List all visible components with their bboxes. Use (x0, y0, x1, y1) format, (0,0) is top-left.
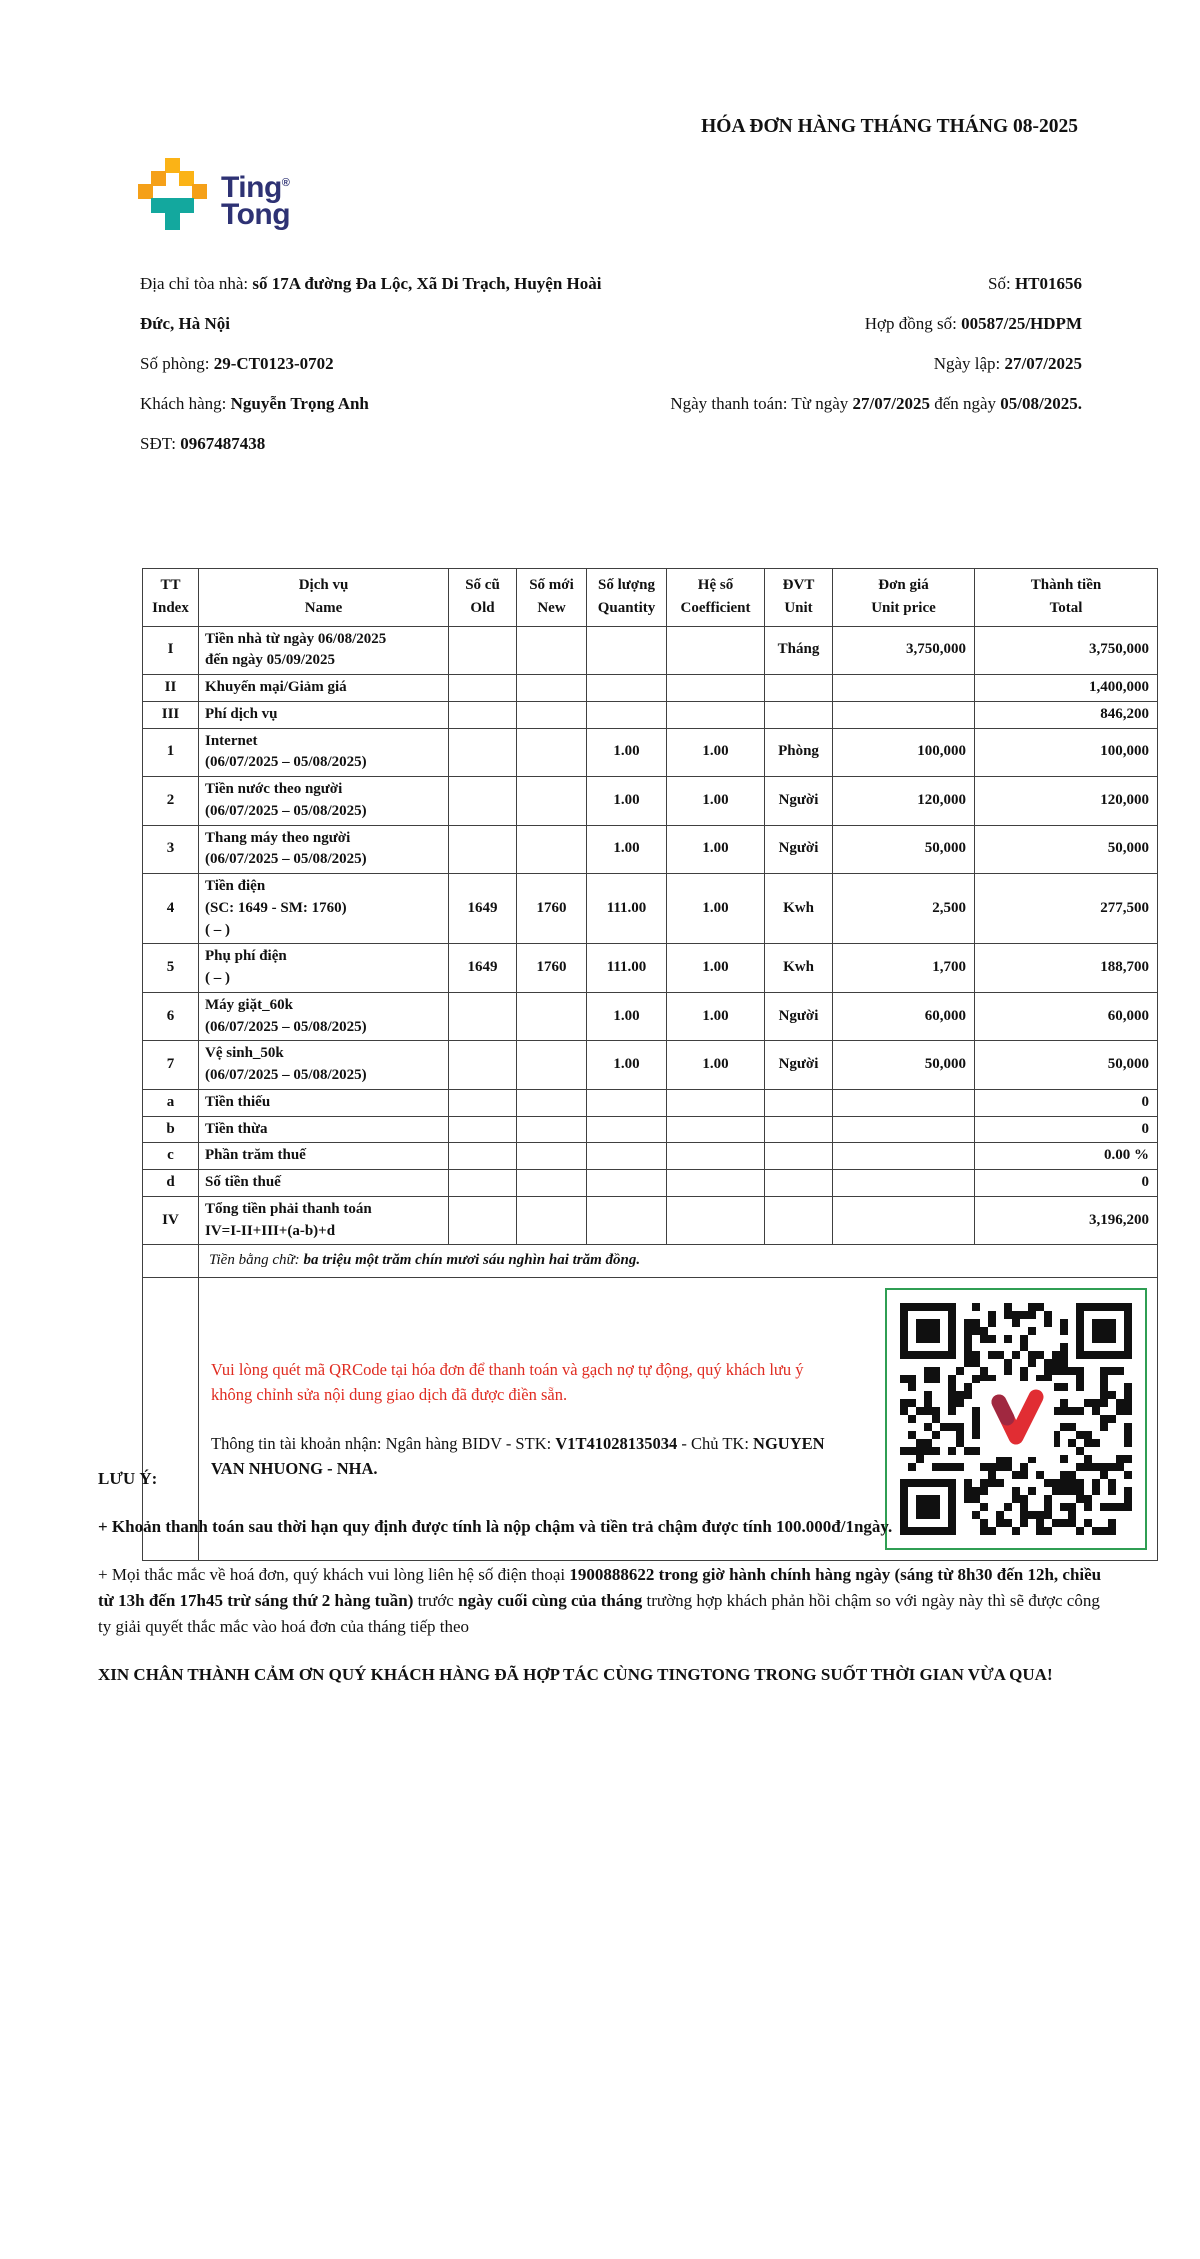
cell-total: 0.00 % (975, 1143, 1158, 1170)
col-header-8: Thành tiền Total (975, 569, 1158, 627)
info-right-line-2: Ngày lập: 27/07/2025 (933, 354, 1082, 373)
cell-new (517, 1143, 587, 1170)
cell-price: 60,000 (833, 992, 975, 1041)
info-left-line-0: Địa chỉ tòa nhà: số 17A đường Đa Lộc, Xã Di Trạch, Huyện Hoài Đức, Hà Nội (140, 274, 602, 333)
col-header-7: Đơn giá Unit price (833, 569, 975, 627)
service-name: Khuyến mại/Giảm giá (199, 675, 449, 702)
cell-total: 277,500 (975, 874, 1158, 944)
cell-unit (765, 701, 833, 728)
cell-price (833, 1089, 975, 1116)
cell-qty (587, 1196, 667, 1245)
cell-unit: Phòng (765, 728, 833, 777)
cell-price (833, 1170, 975, 1197)
cell-old (449, 777, 517, 826)
cell-old (449, 992, 517, 1041)
cell-new (517, 992, 587, 1041)
cell-qty (587, 1170, 667, 1197)
invoice-meta-column (637, 264, 1082, 464)
invoice-table-body (143, 626, 1158, 1561)
cell-coef (667, 1170, 765, 1197)
cell-price (833, 675, 975, 702)
table-row (143, 1089, 1158, 1116)
table-row (143, 701, 1158, 728)
cell-price: 50,000 (833, 825, 975, 874)
cell-qty (587, 626, 667, 675)
cell-old (449, 1170, 517, 1197)
cell-coef (667, 675, 765, 702)
info-right-line-1: Hợp đồng số: 00587/25/HDPM (864, 314, 1082, 333)
col-header-6: ĐVT Unit (765, 569, 833, 627)
cell-unit: Kwh (765, 944, 833, 993)
col-header-3: Số mới New (517, 569, 587, 627)
service-name: Tổng tiền phải thanh toán IV=I-II+III+(a-b)+d (199, 1196, 449, 1245)
cell-new: 1760 (517, 944, 587, 993)
row-index: II (143, 675, 199, 702)
cell-coef (667, 1089, 765, 1116)
notes-heading: LƯU Ý: (98, 1469, 158, 1488)
cell-coef: 1.00 (667, 944, 765, 993)
cell-old (449, 675, 517, 702)
row-index: 1 (143, 728, 199, 777)
cell-unit: Tháng (765, 626, 833, 675)
row-index: 3 (143, 825, 199, 874)
info-left-line-3: SĐT: 0967487438 (140, 434, 266, 453)
row-index: III (143, 701, 199, 728)
cell-unit: Người (765, 777, 833, 826)
late-fee-note: + Khoản thanh toán sau thời hạn quy định được tính là nộp chậm và tiền trả chậm được tính 100.000đ/1ngày. (98, 1517, 893, 1536)
row-index: IV (143, 1196, 199, 1245)
cell-new (517, 675, 587, 702)
cell-coef: 1.00 (667, 825, 765, 874)
table-row (143, 777, 1158, 826)
service-name: Tiền thiếu (199, 1089, 449, 1116)
row-index: 6 (143, 992, 199, 1041)
cell-total: 0 (975, 1170, 1158, 1197)
cell-total: 100,000 (975, 728, 1158, 777)
cell-price: 2,500 (833, 874, 975, 944)
table-row (143, 1041, 1158, 1090)
cell-coef (667, 1196, 765, 1245)
row-index: a (143, 1089, 199, 1116)
cell-price (833, 1143, 975, 1170)
cell-price: 100,000 (833, 728, 975, 777)
amount-in-words: Tiền bằng chữ: ba triệu một trăm chín mươi sáu nghìn hai trăm đồng. (199, 1245, 1158, 1278)
row-index: d (143, 1170, 199, 1197)
cell-qty (587, 1143, 667, 1170)
cell-old (449, 1041, 517, 1090)
cell-price: 50,000 (833, 1041, 975, 1090)
cell-qty: 1.00 (587, 992, 667, 1041)
table-row (143, 1196, 1158, 1245)
payment-instructions (209, 1357, 831, 1481)
cell-total: 50,000 (975, 1041, 1158, 1090)
cell-coef: 1.00 (667, 777, 765, 826)
cell-unit (765, 1143, 833, 1170)
cell-old (449, 728, 517, 777)
cell-old (449, 1089, 517, 1116)
cell-qty (587, 701, 667, 728)
col-header-5: Hệ số Coefficient (667, 569, 765, 627)
info-left-line-1: Số phòng: 29-CT0123-0702 (140, 354, 334, 373)
cell-coef (667, 1116, 765, 1143)
customer-info-column (140, 264, 620, 464)
cell-unit (765, 1170, 833, 1197)
cell-price (833, 701, 975, 728)
service-name: Thang máy theo người (06/07/2025 – 05/08/2025) (199, 825, 449, 874)
cell-new (517, 1116, 587, 1143)
service-name: Tiền điện (SC: 1649 - SM: 1760) ( – ) (199, 874, 449, 944)
cell-total: 1,400,000 (975, 675, 1158, 702)
cell-price (833, 1196, 975, 1245)
row-index: I (143, 626, 199, 675)
invoice-info (140, 264, 1082, 464)
info-right-line-3: Ngày thanh toán: Từ ngày 27/07/2025 đến ngày 05/08/2025. (670, 394, 1082, 413)
cell-total: 0 (975, 1089, 1158, 1116)
cell-total: 188,700 (975, 944, 1158, 993)
cell-unit: Kwh (765, 874, 833, 944)
cell-qty: 1.00 (587, 1041, 667, 1090)
registered-mark-icon: ® (281, 177, 290, 189)
logo-word-ting: Ting (221, 171, 282, 204)
cell-qty (587, 1116, 667, 1143)
cell-old (449, 1116, 517, 1143)
row-index: 5 (143, 944, 199, 993)
cell-coef (667, 626, 765, 675)
col-header-4: Số lượng Quantity (587, 569, 667, 627)
col-header-0: TT Index (143, 569, 199, 627)
cell-qty: 1.00 (587, 825, 667, 874)
col-header-2: Số cũ Old (449, 569, 517, 627)
cell-total: 0 (975, 1116, 1158, 1143)
cell-new: 1760 (517, 874, 587, 944)
cell-new (517, 1170, 587, 1197)
service-name: Tiền thừa (199, 1116, 449, 1143)
cell-coef: 1.00 (667, 728, 765, 777)
cell-unit (765, 1196, 833, 1245)
cell-coef (667, 701, 765, 728)
cell-total: 846,200 (975, 701, 1158, 728)
cell-old (449, 825, 517, 874)
cell-coef: 1.00 (667, 992, 765, 1041)
table-row (143, 944, 1158, 993)
row-index: b (143, 1116, 199, 1143)
cell-old: 1649 (449, 874, 517, 944)
cell-new (517, 1089, 587, 1116)
amount-in-words-row (143, 1245, 1158, 1278)
table-row (143, 874, 1158, 944)
cell-unit (765, 1089, 833, 1116)
table-row (143, 1116, 1158, 1143)
cell-old (449, 626, 517, 675)
info-left-line-2: Khách hàng: Nguyễn Trọng Anh (140, 394, 369, 413)
table-row (143, 825, 1158, 874)
cell-new (517, 1196, 587, 1245)
cell-unit: Người (765, 992, 833, 1041)
table-row (143, 626, 1158, 675)
cell-coef (667, 1143, 765, 1170)
row-index: 4 (143, 874, 199, 944)
bank-account-info: Thông tin tài khoản nhận: Ngân hàng BIDV - STK: V1T41028135034 - Chủ TK: NGUYEN VAN NHUONG - NHA. (211, 1434, 825, 1478)
cell-qty (587, 675, 667, 702)
invoice-footer (98, 1466, 1111, 1688)
cell-price: 120,000 (833, 777, 975, 826)
service-name: Số tiền thuế (199, 1170, 449, 1197)
cell-unit: Người (765, 825, 833, 874)
invoice-title: HÓA ĐƠN HÀNG THÁNG THÁNG 08-2025 (701, 116, 1078, 137)
cell-coef: 1.00 (667, 1041, 765, 1090)
service-name: Phần trăm thuế (199, 1143, 449, 1170)
table-row (143, 992, 1158, 1041)
cell-qty: 111.00 (587, 944, 667, 993)
service-name: Vệ sinh_50k (06/07/2025 – 05/08/2025) (199, 1041, 449, 1090)
cell-new (517, 701, 587, 728)
cell-new (517, 1041, 587, 1090)
thanks-note: XIN CHÂN THÀNH CẢM ƠN QUÝ KHÁCH HÀNG ĐÃ HỢP TÁC CÙNG TINGTONG TRONG SUỐT THỜI GIAN VỪA QUA! (98, 1665, 1053, 1684)
cell-price: 1,700 (833, 944, 975, 993)
table-row (143, 675, 1158, 702)
row-index: c (143, 1143, 199, 1170)
cell-coef: 1.00 (667, 874, 765, 944)
invoice-table-header (143, 569, 1158, 627)
cell-new (517, 825, 587, 874)
cell-new (517, 777, 587, 826)
cell-old (449, 1196, 517, 1245)
col-header-1: Dịch vụ Name (199, 569, 449, 627)
row-index: 7 (143, 1041, 199, 1090)
invoice-table (142, 568, 1158, 1561)
contact-note: + Mọi thắc mắc về hoá đơn, quý khách vui lòng liên hệ số điện thoại 1900888622 trong giờ hành chính hàng ngày (sáng từ 8h30 đến 12h, chiều từ 13h đến 17h45 trừ sáng thứ 2 hàng tuần) trước ngày cuối cùng của tháng trường hợp khách phản hồi chậm so với ngày này thì sẽ được công ty giải quyết thắc mắc vào hoá đơn của tháng tiếp theo (98, 1565, 1102, 1636)
info-right-line-0: Số: HT01656 (988, 274, 1082, 293)
cell-unit (765, 675, 833, 702)
service-name: Phí dịch vụ (199, 701, 449, 728)
cell-unit (765, 1116, 833, 1143)
service-name: Tiền nước theo người (06/07/2025 – 05/08/2025) (199, 777, 449, 826)
cell-new (517, 728, 587, 777)
service-name: Tiền nhà từ ngày 06/08/2025 đến ngày 05/09/2025 (199, 626, 449, 675)
cell-total: 120,000 (975, 777, 1158, 826)
cell-total: 3,750,000 (975, 626, 1158, 675)
cell-total: 3,196,200 (975, 1196, 1158, 1245)
cell-qty: 111.00 (587, 874, 667, 944)
cell-new (517, 626, 587, 675)
cell-old (449, 1143, 517, 1170)
row-index: 2 (143, 777, 199, 826)
cell-total: 60,000 (975, 992, 1158, 1041)
qr-warning-note: Vui lòng quét mã QRCode tại hóa đơn để thanh toán và gạch nợ tự động, quý khách lưu ý không chỉnh sửa nội dung giao dịch đã được điền sẵn. (211, 1360, 804, 1404)
table-row (143, 1170, 1158, 1197)
cell-old: 1649 (449, 944, 517, 993)
cell-total: 50,000 (975, 825, 1158, 874)
service-name: Phụ phí điện ( – ) (199, 944, 449, 993)
cell-old (449, 701, 517, 728)
service-name: Internet (06/07/2025 – 05/08/2025) (199, 728, 449, 777)
tingtong-logo (138, 158, 290, 240)
logo-wordmark (221, 170, 291, 231)
service-name: Máy giặt_60k (06/07/2025 – 05/08/2025) (199, 992, 449, 1041)
cell-price (833, 1116, 975, 1143)
cell-price: 3,750,000 (833, 626, 975, 675)
logo-word-tong: Tong (221, 198, 291, 231)
cell-qty: 1.00 (587, 728, 667, 777)
table-row (143, 728, 1158, 777)
cell-qty: 1.00 (587, 777, 667, 826)
table-row (143, 1143, 1158, 1170)
cell-unit: Người (765, 1041, 833, 1090)
cell-qty (587, 1089, 667, 1116)
tingtong-logo-icon (138, 158, 206, 240)
